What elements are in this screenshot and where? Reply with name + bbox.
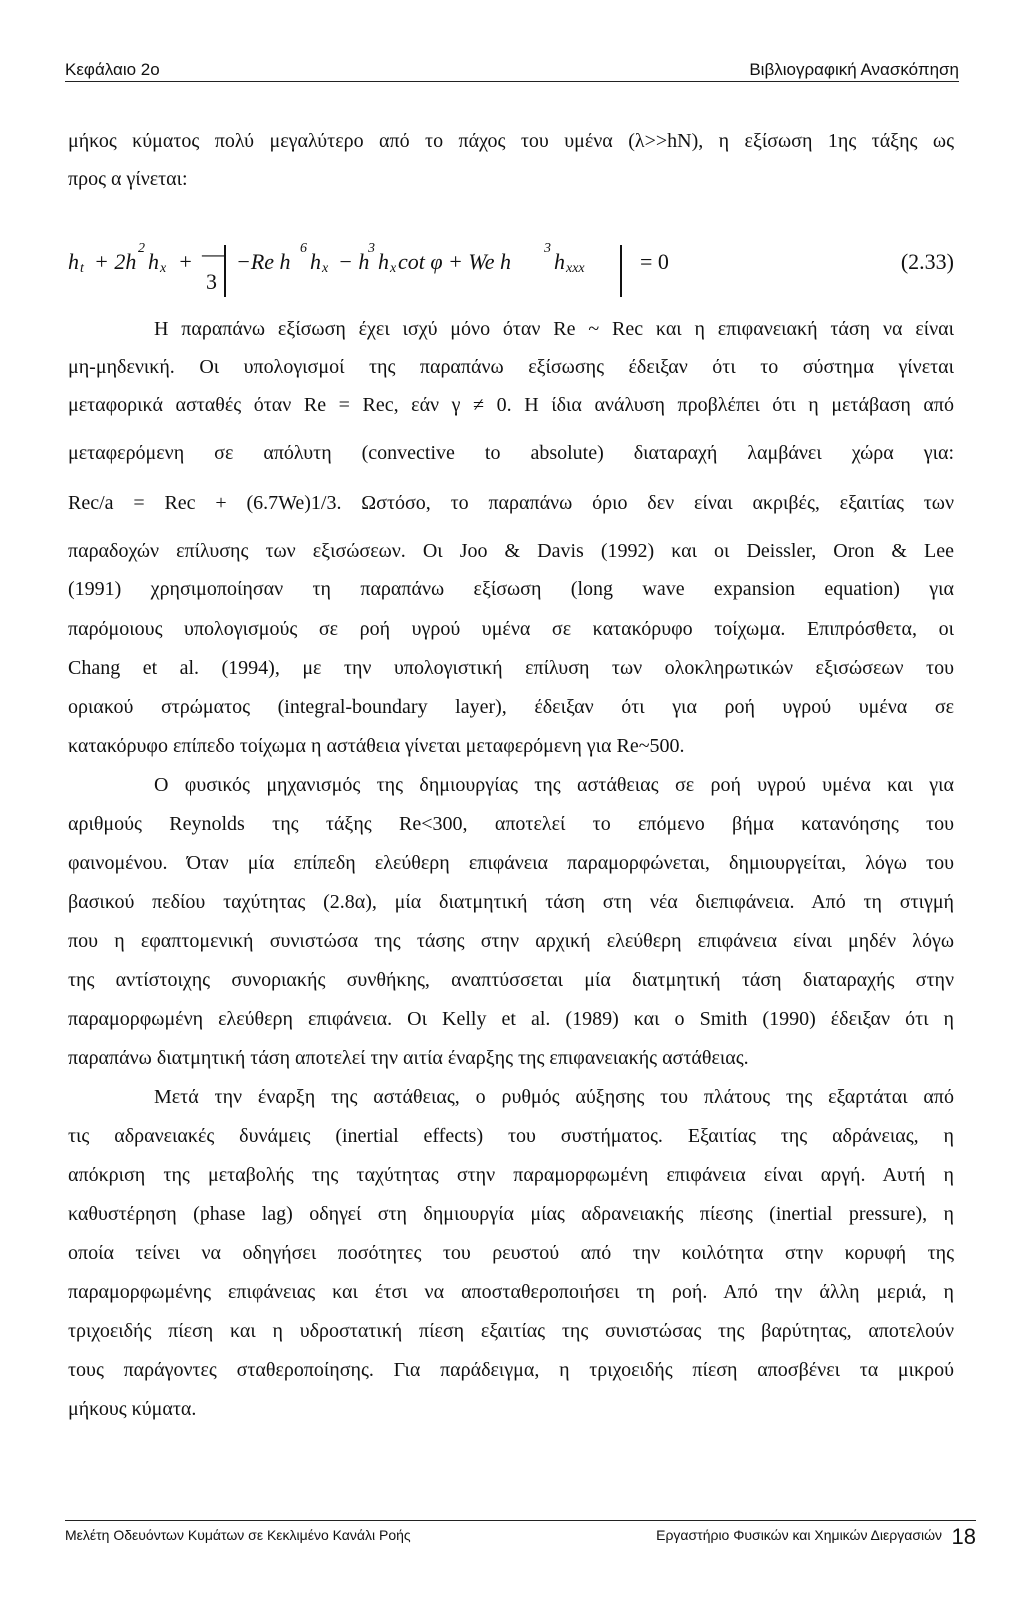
text-line: Μετά την έναρξη της αστάθειας, ο ρυθμός αύξησης του πλάτους της εξαρτάται από bbox=[154, 1086, 954, 1108]
eq-sup: 3 bbox=[368, 241, 375, 256]
text-line: Ο φυσικός μηχανισμός της δημιουργίας της αστάθειας σε ροή υγρού υμένα και για bbox=[154, 774, 954, 796]
eq-sub: x bbox=[160, 261, 167, 276]
page-footer bbox=[65, 1520, 976, 1560]
eq-term: h bbox=[148, 249, 159, 274]
text-line: οποία τείνει να οδηγήσει ποσότητες του ρευστού από την κοιλότητα στην κορυφή της bbox=[68, 1242, 954, 1264]
text-line: τριχοειδής πίεση και η υδροστατική πίεση εξαιτίας της συνιστώσας της βαρύτητας, αποτελούν bbox=[68, 1320, 954, 1342]
text-line: Η παραπάνω εξίσωση έχει ισχύ μόνο όταν Re ~ Rec και η επιφανειακή τάση να είναι bbox=[154, 318, 954, 340]
text-line: μεταφορικά ασταθές όταν Re = Rec, εάν γ ≠ 0. Η ίδια ανάλυση προβλέπει ότι η μετάβαση από bbox=[68, 394, 954, 416]
text-line: μεταφερόμενη σε απόλυτη (convective to absolute) διαταραχή λαμβάνει χώρα για: bbox=[68, 442, 954, 464]
eq-rhs: = 0 bbox=[640, 249, 669, 274]
section-label: Βιβλιογραφική Ανασκόπηση bbox=[749, 60, 959, 79]
text-line: απόκριση της μεταβολής της ταχύτητας στην παραμορφωμένη επιφάνεια είναι αργή. Αυτή η bbox=[68, 1164, 954, 1186]
eq-sup: 2 bbox=[138, 241, 145, 256]
equation-number: (2.33) bbox=[900, 249, 954, 274]
eq-term: cot φ + We h bbox=[398, 249, 511, 274]
text-line: παρόμοιους υπολογισμούς σε ροή υγρού υμένα σε κατακόρυφο τοίχωμα. Επιπρόσθετα, οι bbox=[68, 618, 954, 640]
text-line: παραδοχών επίλυσης των εξισώσεων. Οι Joo & Davis (1992) και οι Deissler, Oron & Lee bbox=[68, 540, 954, 562]
eq-right-bracket bbox=[620, 245, 622, 297]
text-line: Rec/a = Rec + (6.7We)1/3. Ωστόσο, το παραπάνω όριο δεν είναι ακριβές, εξαιτίας των bbox=[68, 492, 954, 514]
eq-term: − h bbox=[338, 249, 370, 274]
eq-ht: h bbox=[68, 249, 79, 274]
chapter-label: Κεφάλαιο 2ο bbox=[65, 60, 160, 79]
text-line: προς α γίνεται: bbox=[68, 168, 188, 190]
eq-sub: t bbox=[80, 261, 84, 276]
text-line: μήκος κύματος πολύ μεγαλύτερο από το πάχος του υμένα (λ>>hN), η εξίσωση 1ης τάξης ως bbox=[68, 130, 954, 152]
text-line: τις αδρανειακές δυνάμεις (inertial effects) του συστήματος. Εξαιτίας της αδράνειας, η bbox=[68, 1125, 954, 1147]
text-line: κατακόρυφο επίπεδο τοίχωμα η αστάθεια γίνεται μεταφερόμενη για Re~500. bbox=[68, 735, 685, 757]
text-line: παραμορφωμένη ελεύθερη επιφάνεια. Οι Kelly et al. (1989) και ο Smith (1990) έδειξαν ότι η bbox=[68, 1008, 954, 1030]
text-line: αριθμούς Reynolds της τάξης Re<300, αποτελεί το επόμενο βήμα κατανόησης του bbox=[68, 813, 954, 835]
text-line: φαινομένου. Όταν μία επίπεδη ελεύθερη επιφάνεια παραμορφώνεται, δημιουργείται, λόγω του bbox=[68, 852, 954, 874]
eq-term: + bbox=[178, 249, 193, 274]
eq-sup: 6 bbox=[300, 241, 307, 256]
text-line: (1991) χρησιμοποίησαν τη παραπάνω εξίσωση (long wave expansion equation) για bbox=[68, 578, 954, 600]
text-line: τους παράγοντες σταθεροποίησης. Για παράδειγμα, η τριχοειδής πίεση αποσβένει τα μικρού bbox=[68, 1359, 954, 1381]
eq-term: h bbox=[554, 249, 565, 274]
eq-sub: x bbox=[390, 261, 397, 276]
text-line: βασικού πεδίου ταχύτητας (2.8α), μία διατμητική τάση στη νέα διεπιφάνεια. Από τη στιγμή bbox=[68, 891, 954, 913]
eq-sub: x bbox=[322, 261, 329, 276]
eq-term: h bbox=[378, 249, 389, 274]
text-line: μη-μηδενική. Οι υπολογισμοί της παραπάνω εξίσωσης έδειξαν ότι το σύστημα γίνεται bbox=[68, 356, 954, 378]
header-rule bbox=[65, 81, 959, 82]
equation-2-33 bbox=[68, 239, 954, 303]
text-line: οριακού στρώματος (integral-boundary layer), έδειξαν ότι για ροή υγρού υμένα σε bbox=[68, 696, 954, 718]
text-line: μήκους κύματα. bbox=[68, 1398, 197, 1420]
eq-denominator: 3 bbox=[206, 269, 217, 294]
eq-term: + 2h bbox=[94, 249, 137, 274]
text-line: καθυστέρηση (phase lag) οδηγεί στη δημιουργία μίας αδρανειακής πίεσης (inertial pressure), η bbox=[68, 1203, 954, 1225]
page-number: 18 bbox=[951, 1524, 976, 1549]
thesis-title: Μελέτη Οδευόντων Κυμάτων σε Κεκλιμένο Κανάλι Ροής bbox=[65, 1527, 411, 1543]
lab-name: Εργαστήριο Φυσικών και Χημικών Διεργασιών bbox=[656, 1527, 942, 1543]
text-line: που η εφαπτομενική συνιστώσα της τάσης στην αρχική ελεύθερη επιφάνεια είναι μηδέν λόγω bbox=[68, 930, 954, 952]
text-line: Chang et al. (1994), με την υπολογιστική επίλυση των ολοκληρωτικών εξισώσεων του bbox=[68, 657, 954, 679]
eq-left-bracket bbox=[224, 245, 226, 297]
eq-sub: xxx bbox=[566, 261, 585, 276]
eq-sup: 3 bbox=[544, 241, 551, 256]
text-line: παραμορφωμένης επιφάνειας και έτσι να αποσταθεροποιήσει τη ροή. Από την άλλη μεριά, η bbox=[68, 1281, 954, 1303]
text-line: παραπάνω διατμητική τάση αποτελεί την αιτία έναρξης της επιφανειακής αστάθειας. bbox=[68, 1047, 749, 1069]
eq-term: −Re h bbox=[236, 249, 291, 274]
eq-frac-line: — bbox=[202, 241, 224, 266]
eq-term: h bbox=[310, 249, 321, 274]
footer-rule bbox=[65, 1520, 976, 1521]
text-line: της αντίστοιχης συνοριακής συνθήκης, αναπτύσσεται μία διατμητική τάση διαταραχής στην bbox=[68, 969, 954, 991]
page-header bbox=[65, 54, 959, 82]
